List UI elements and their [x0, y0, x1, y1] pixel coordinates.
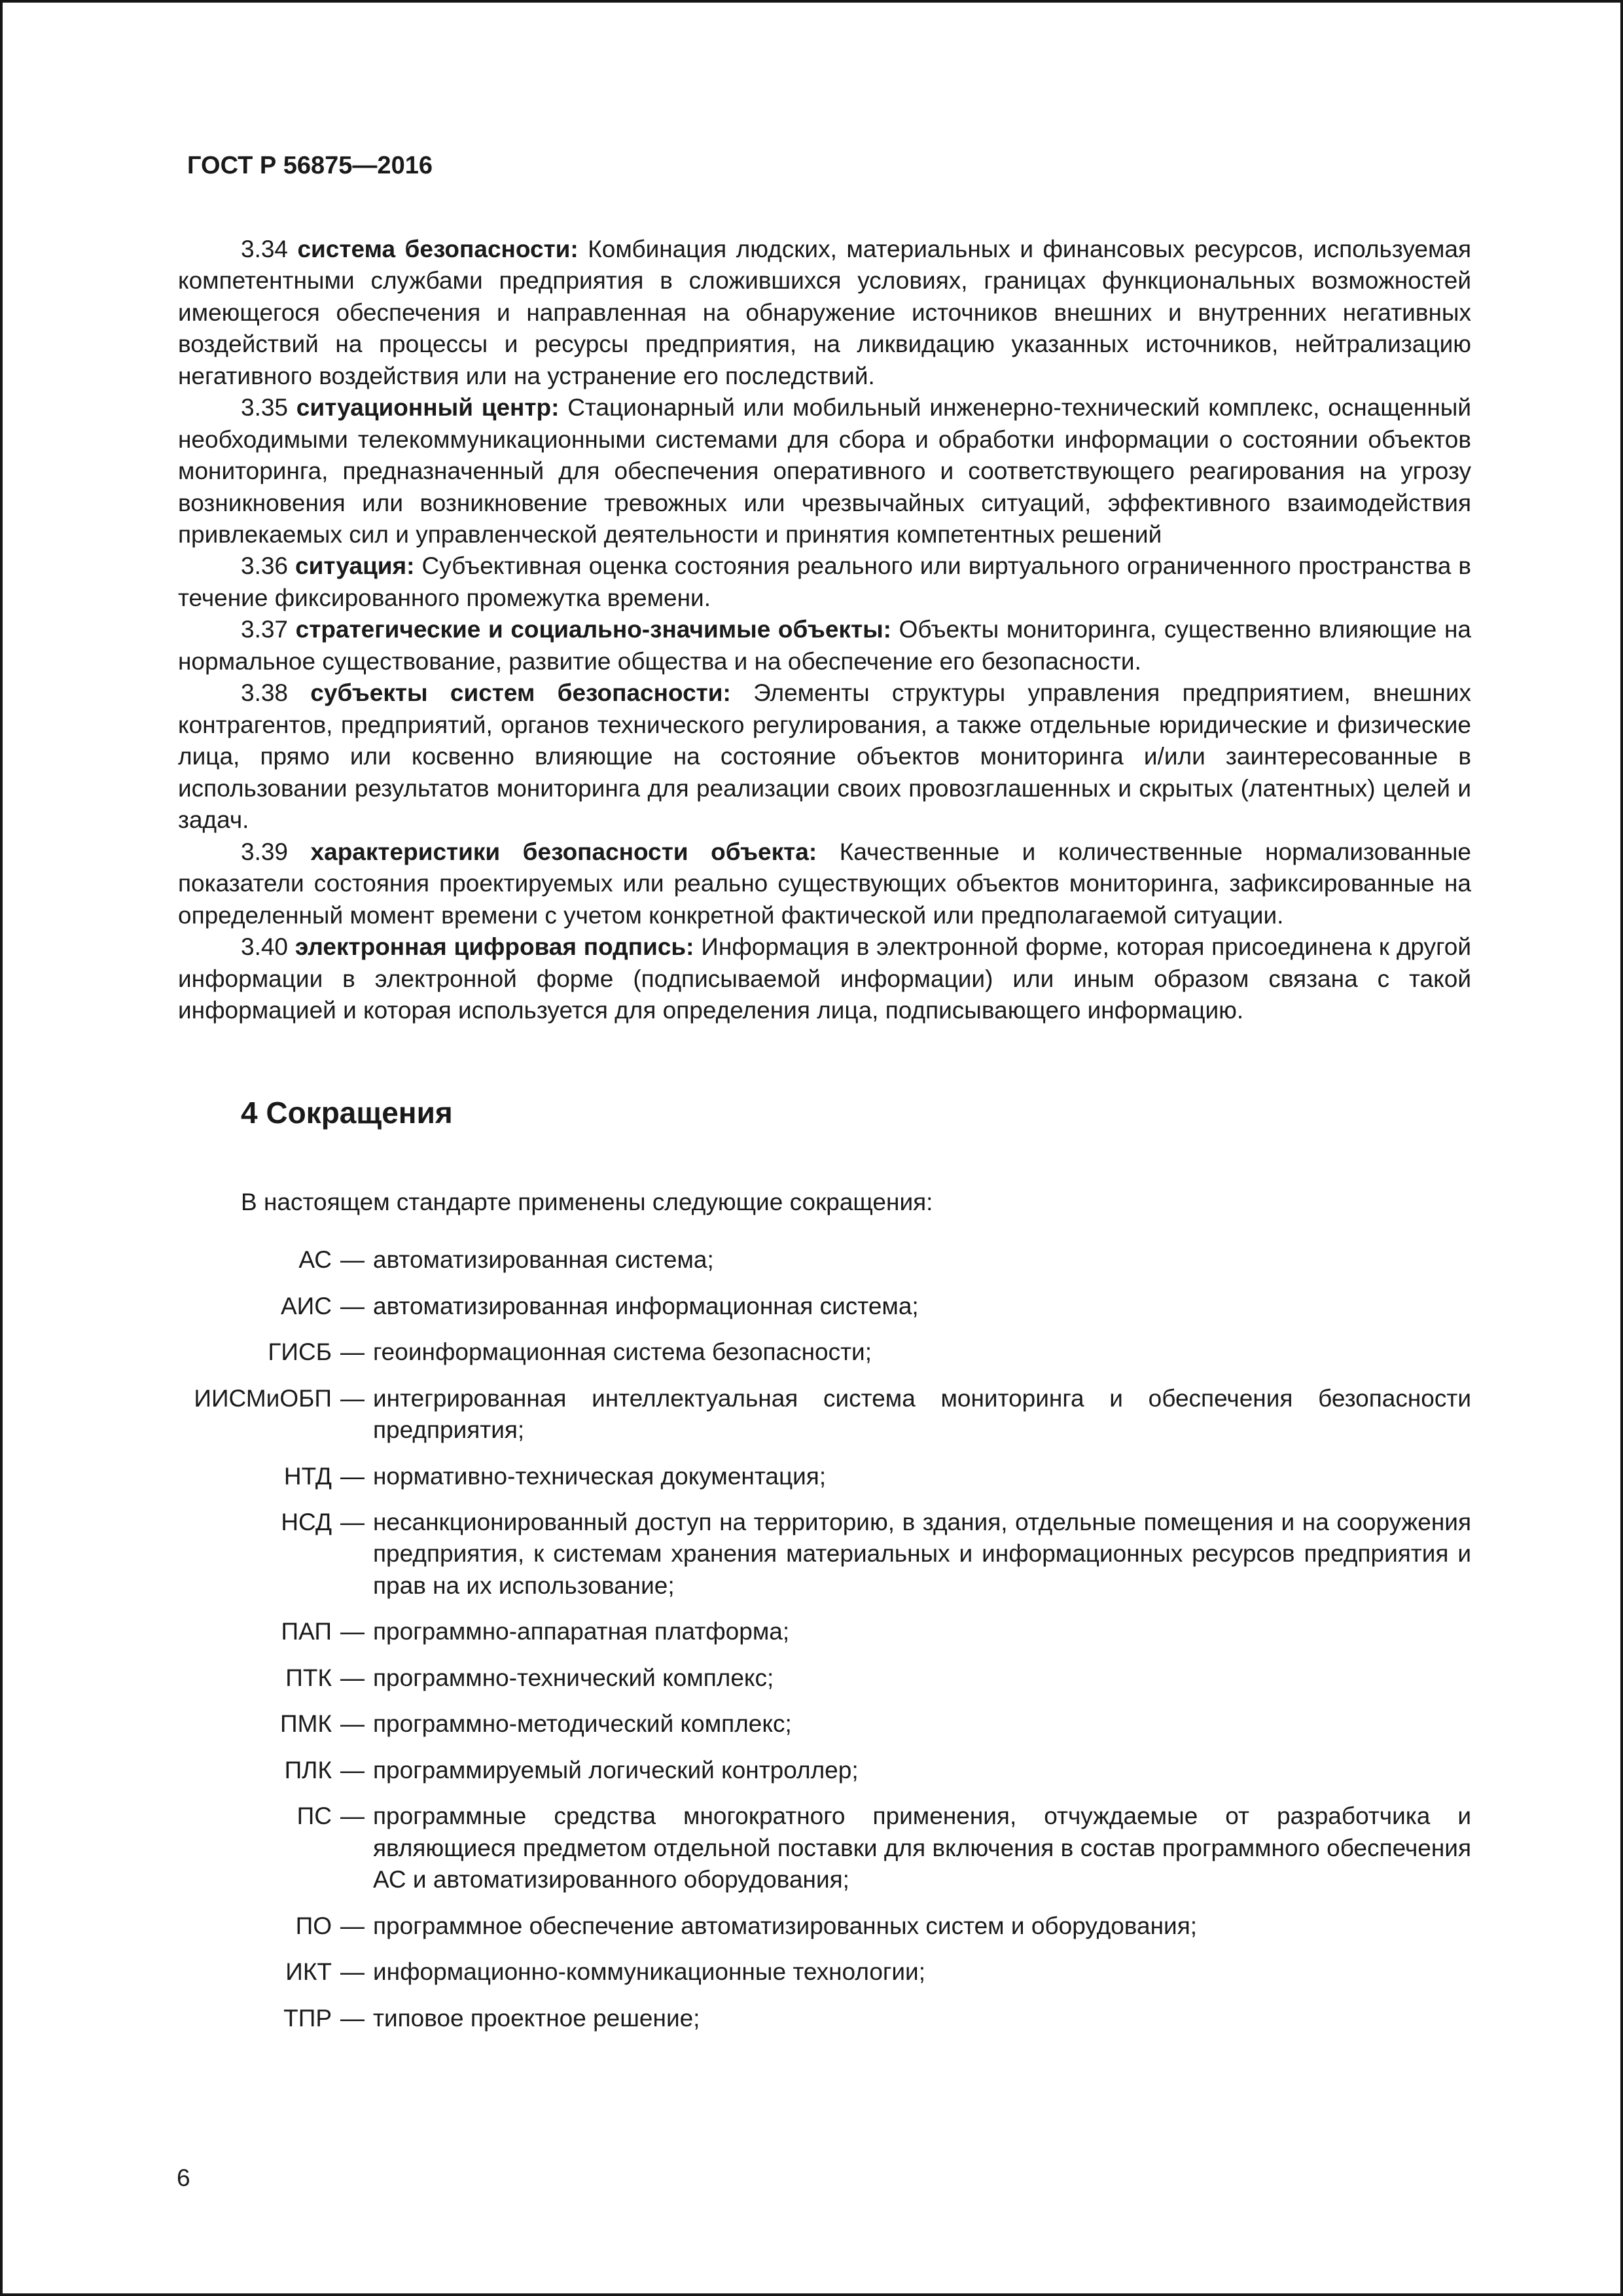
abbreviation-row: [83, 1244, 1471, 1276]
definition-text: Стационарный или мобильный инженерно-технический комплекс, оснащенный необходимыми телекоммуникационными системами для сбора и обработки информации о состоянии объектов мониторинга, предназначенный для обеспечения оперативного и соответствующего реагирования на угрозу возникновения или возникновение тревожных или чрезвычайных ситуаций, эффективного взаимодействия привлекаемых сил и управленческой деятельности и принятия компетентных решений: [178, 394, 1472, 548]
definition-paragraph: [178, 392, 1471, 550]
abbreviation-row: [83, 1336, 1471, 1368]
definition-term: ситуация:: [295, 552, 415, 580]
abbreviation-definition: нормативно-техническая документация;: [373, 1462, 827, 1490]
abbreviation-definition: программно-аппаратная платформа;: [373, 1618, 790, 1645]
em-dash: —: [340, 2004, 365, 2032]
abbreviation-term: ПМК: [280, 1710, 332, 1738]
em-dash: —: [340, 1509, 365, 1536]
abbreviation-definition: автоматизированная система;: [373, 1246, 714, 1274]
abbreviation-term: ПАП: [281, 1618, 332, 1645]
em-dash: —: [340, 1710, 365, 1738]
em-dash: —: [340, 1756, 365, 1784]
definition-text: Комбинация людских, материальных и финансовых ресурсов, используемая компетентными службами предприятия в сложившихся условиях, границах функциональных возможностей имеющегося обеспечения и направленная на обнаружение источников внешних и внутренних негативных воздействий на процессы и ресурсы предприятия, на ликвидацию указанных источников, нейтрализацию негативного воздействия или на устранение его последствий.: [178, 235, 1472, 389]
abbreviation-term: АИС: [281, 1292, 332, 1319]
abbreviation-row: [83, 1708, 1471, 1740]
em-dash: —: [340, 1338, 365, 1366]
abbreviation-term: АС: [298, 1246, 332, 1274]
definition-paragraph: [178, 931, 1471, 1026]
abbreviation-definition: типовое проектное решение;: [373, 2004, 700, 2032]
definitions-section: [178, 234, 1471, 1027]
abbreviation-row: [83, 1956, 1471, 1988]
abbreviation-row: [83, 1507, 1471, 1602]
abbreviation-term: ПТК: [285, 1664, 332, 1691]
abbreviation-row: [83, 1461, 1471, 1492]
abbreviation-term: НСД: [281, 1509, 332, 1536]
abbreviation-row: [83, 1662, 1471, 1694]
abbreviation-definition: программно-технический комплекс;: [373, 1664, 774, 1691]
page-number: 6: [177, 2164, 190, 2191]
definition-term: система безопасности:: [297, 235, 579, 262]
definition-paragraph: [178, 614, 1471, 677]
em-dash: —: [340, 1803, 365, 1830]
document-header: ГОСТ Р 56875—2016: [187, 152, 433, 179]
abbreviation-row: [83, 1616, 1471, 1647]
abbreviation-term: ГИСБ: [268, 1338, 332, 1366]
em-dash: —: [340, 1912, 365, 1939]
abbreviation-term: ПС: [296, 1803, 332, 1830]
abbreviation-row: [83, 1291, 1471, 1322]
definition-number: 3.36: [241, 552, 289, 580]
abbreviation-definition: геоинформационная система безопасности;: [373, 1338, 872, 1366]
definition-paragraph: [178, 836, 1471, 931]
definition-term: электронная цифровая подпись:: [294, 933, 694, 961]
definition-number: 3.35: [241, 394, 289, 422]
abbreviation-row: [83, 2003, 1471, 2034]
abbreviation-term: ПЛК: [284, 1756, 332, 1784]
abbreviation-term: ТПР: [283, 2004, 332, 2032]
abbreviation-term: ИКТ: [285, 1958, 332, 1986]
definition-number: 3.38: [241, 679, 289, 707]
definition-number: 3.34: [241, 235, 289, 262]
definition-paragraph: [178, 677, 1471, 836]
abbreviation-term: ИИСМиОБП: [194, 1384, 332, 1412]
definition-paragraph: [178, 550, 1471, 614]
abbreviation-row: [83, 1801, 1471, 1895]
definition-text: Качественные и количественные нормализованные показатели состояния проектируемых или реально существующих объектов мониторинга, зафиксированные на определенный момент времени с учетом конкретной фактической или предполагаемой ситуации.: [178, 838, 1472, 929]
abbreviation-definition: информационно-коммуникационные технологии;: [373, 1958, 926, 1986]
abbreviation-definition: автоматизированная информационная система;: [373, 1292, 919, 1319]
definition-number: 3.39: [241, 838, 289, 865]
em-dash: —: [340, 1618, 365, 1645]
abbreviations-list: [83, 1244, 1471, 2034]
definition-term: субъекты систем безопасности:: [310, 679, 731, 707]
definition-term: характеристики безопасности объекта:: [310, 838, 817, 865]
definition-term: стратегические и социально-значимые объекты:: [295, 616, 891, 643]
abbreviation-definition: программное обеспечение автоматизированных систем и оборудования;: [373, 1912, 1198, 1939]
em-dash: —: [340, 1462, 365, 1490]
section-heading: 4 Сокращения: [241, 1096, 453, 1130]
abbreviation-row: [83, 1755, 1471, 1786]
em-dash: —: [340, 1246, 365, 1274]
abbreviation-definition: программируемый логический контроллер;: [373, 1756, 859, 1784]
abbreviation-definition: несанкционированный доступ на территорию, в здания, отдельные помещения и на сооружения предприятия, к системам хранения материальных и информационных ресурсов предприятия и прав на их использование;: [373, 1509, 1471, 1599]
abbreviation-row: [83, 1383, 1471, 1446]
abbreviation-term: ПО: [295, 1912, 332, 1939]
definition-number: 3.37: [241, 616, 289, 643]
abbreviation-definition: программно-методический комплекс;: [373, 1710, 792, 1738]
em-dash: —: [340, 1958, 365, 1986]
definition-number: 3.40: [241, 933, 289, 961]
definition-text: Субъективная оценка состояния реального или виртуального ограниченного пространства в течение фиксированного промежутка времени.: [178, 552, 1472, 611]
abbreviations-intro: В настоящем стандарте применены следующие сокращения:: [241, 1188, 933, 1215]
definition-paragraph: [178, 234, 1471, 392]
definition-text: Элементы структуры управления предприятием, внешних контрагентов, предприятий, органов технического регулирования, а также отдельные юридические и физические лица, прямо или косвенно влияющие на состояние объектов мониторинга и/или заинтересованные в использовании результатов мониторинга для реализации своих провозглашенных и скрытых (латентных) целей и задач.: [178, 679, 1472, 834]
em-dash: —: [340, 1664, 365, 1691]
abbreviation-definition: интегрированная интеллектуальная система мониторинга и обеспечения безопасности предприятия;: [373, 1384, 1471, 1444]
abbreviation-row: [83, 1910, 1471, 1942]
definition-text: Информация в электронной форме, которая присоединена к другой информации в электронной форме (подписываемой информации) или иным образом связана с такой информацией и которая используется для определения лица, подписывающего информацию.: [178, 933, 1471, 1024]
em-dash: —: [340, 1292, 365, 1319]
definition-term: ситуационный центр:: [296, 394, 560, 422]
em-dash: —: [340, 1384, 365, 1412]
abbreviation-definition: программные средства многократного применения, отчуждаемые от разработчика и являющиеся предметом отдельной поставки для включения в состав программного обеспечения АС и автоматизированного оборудования;: [373, 1803, 1471, 1893]
definition-text: Объекты мониторинга, существенно влияющие на нормальное существование, развитие общества и на обеспечение его безопасности.: [178, 616, 1472, 675]
abbreviation-term: НТД: [283, 1462, 332, 1490]
